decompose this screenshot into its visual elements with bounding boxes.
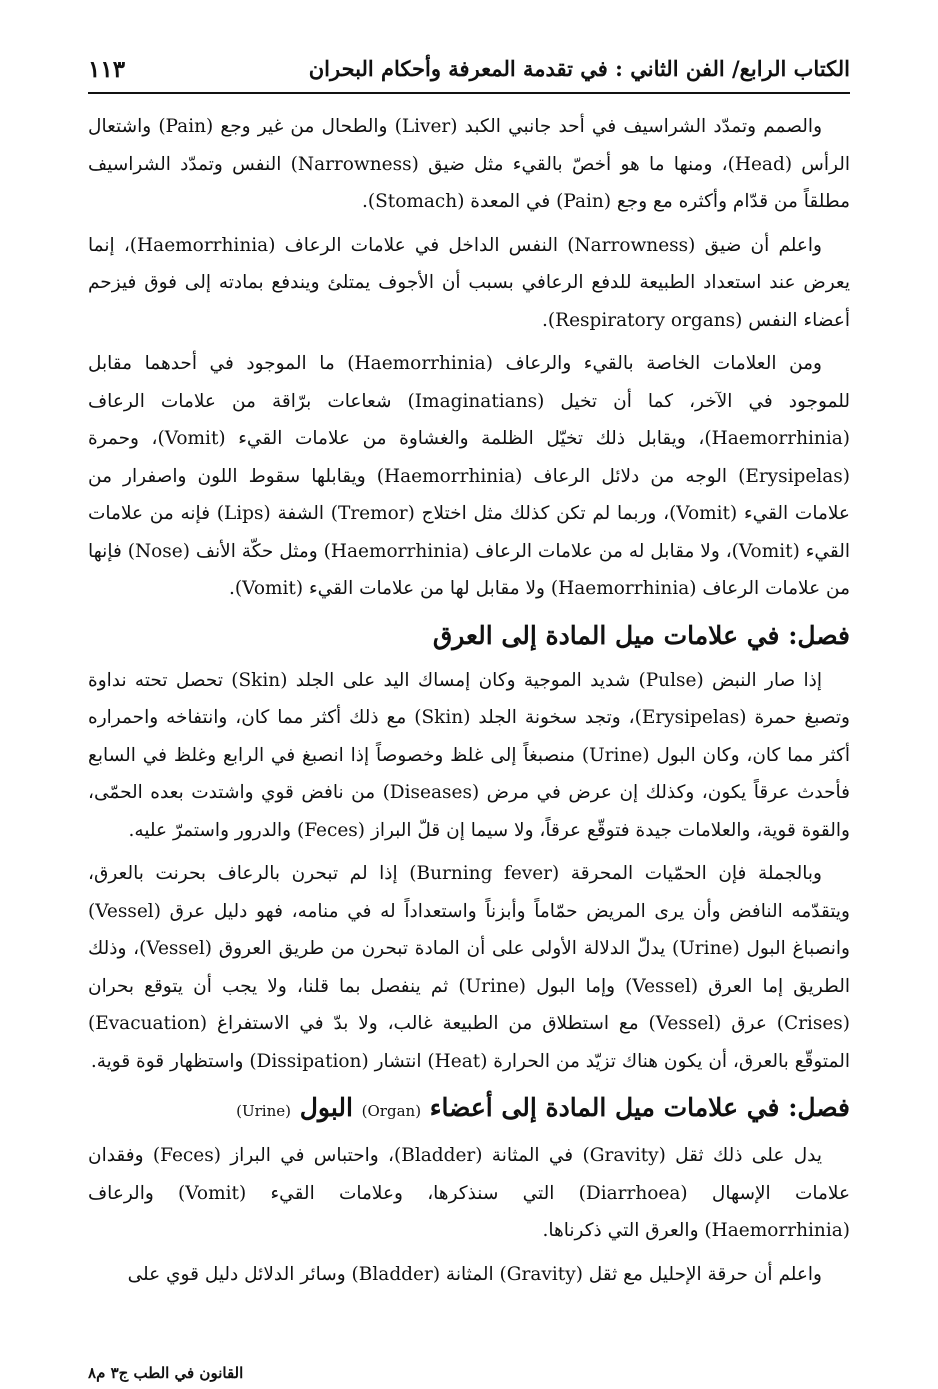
running-title: الكتاب الرابع/ الفن الثاني : في تقدمة المعرفة وأحكام البحران	[308, 56, 850, 81]
page-number: ١١٣	[88, 56, 126, 83]
paragraph: واعلم أن ضيق (Narrowness) النفس الداخل في علامات الرعاف (Haemorrhinia)، إنما يعرض عند استعداد الطبيعة للدفع الرعافي بسبب أن الأجوف يمتلئ ويندفع بمادته إلى فوق فيزحم أعضاء النفس (Respiratory organs).	[88, 234, 850, 331]
paragraph: إذا صار النبض (Pulse) شديد الموجية وكان إمساك اليد على الجلد (Skin) تحصل تحته نداوة وتصبغ حمرة (Erysipelas)، وتجد سخونة الجلد (Skin) مع ذلك أكثر مما كان، وانتفاخه واحمراره أكثر مما كان، وكان البول (Urine) منصبغاً إلى غلظ وخصوصاً إذا انصبغ في الرابع وغلظ في السابع فأحدث عرقاً يكون، وكذلك إن عرض في مرض (Diseases) من نافض قوي واشتدت بعده الحمّى، والقوة قوية، والعلامات جيدة فتوقّع عرقاً، ولا سيما إن قلّ البراز (Feces) والدرور واستمرّ عليه.	[88, 669, 851, 841]
page-body	[88, 108, 850, 1299]
heading-main-text: فصل: في علامات ميل المادة إلى أعضاء	[429, 1093, 850, 1122]
paragraph: والصمم وتمدّد الشراسيف في أحد جانبي الكبد (Liver) والطحال من غير وجع (Pain) واشتعال الرأس (Head)، ومنها ما هو أخصّ بالقيء مثل ضيق (Narrowness) النفس وتمدّد الشراسيف مطلقاً من قدّام وأكثره مع وجع (Pain) في المعدة (Stomach).	[88, 116, 850, 212]
running-header	[88, 52, 850, 94]
heading-organ-term: (Organ)	[361, 1102, 422, 1120]
paragraph: واعلم أن حرقة الإحليل مع ثقل (Gravity) المثانة (Bladder) وسائر الدلائل دليل قوي على	[127, 1263, 822, 1285]
paragraph: وبالجملة فإن الحمّيات المحرقة (Burning fever) إذا لم تبحرن بالرعاف بحرنت بالعرق، ويتقدّمه النافض وأن يرى المريض حمّاماً وأبزناً واستعداداً له في منامه، فهو دليل عرق (Vessel) وانصباغ البول (Urine) يدلّ الدلالة الأولى على أن المادة تبحرن من طريق العروق (Vessel)، وذلك الطريق إما العرق (Vessel) وإما البول (Urine) ثم ينفصل بما قلنا، ولا يجب أن يتوقع بحران (Crises) عرق (Vessel) مع استطلاق من الطبيعة غالب، ولا بدّ في الاستفراغ (Evacuation) المتوقّع بالعرق، أن يكون هناك تزيّد من الحرارة (Heat) انتشار (Dissipation) واستظهار قوة قوية.	[88, 863, 851, 1072]
heading-urine-term: (Urine)	[236, 1102, 292, 1120]
footer-signature: القانون في الطب ج٣ م٨	[88, 1364, 244, 1382]
section-heading-urine	[88, 1086, 850, 1133]
section-heading-sweat: فصل: في علامات ميل المادة إلى العرق	[432, 620, 850, 650]
paragraph: ومن العلامات الخاصة بالقيء والرعاف (Haemorrhinia) ما الموجود في أحدهما مقابل للموجود في الآخر، كما أن تخيل (Imaginatians) شعاعات برّاقة من علامات الرعاف (Haemorrhinia)، ويقابل ذلك تخيّل الظلمة والغشاوة من علامات القيء (Vomit)، وحمرة (Erysipelas) الوجه من دلائل الرعاف (Haemorrhinia) ويقابلها سقوط اللون واصفرار من علامات القيء (Vomit)، وربما لم تكن كذلك مثل اختلاج (Tremor) الشفة (Lips) فإنه من علامات القيء (Vomit)، ولا مقابل له من علامات الرعاف (Haemorrhinia) ومثل حكّة الأنف (Nose) فإنها من علامات الرعاف (Haemorrhinia) ولا مقابل لها من علامات القيء (Vomit).	[88, 353, 850, 599]
heading-tail-text: البول	[299, 1093, 353, 1122]
paragraph: يدل على ذلك ثقل (Gravity) في المثانة (Bladder)، واحتباس في البراز (Feces) وفقدان علامات الإسهال (Diarrhoea) التي سنذكرها، وعلامات القيء (Vomit) والرعاف (Haemorrhinia) والعرق التي ذكرناها.	[88, 1145, 850, 1241]
